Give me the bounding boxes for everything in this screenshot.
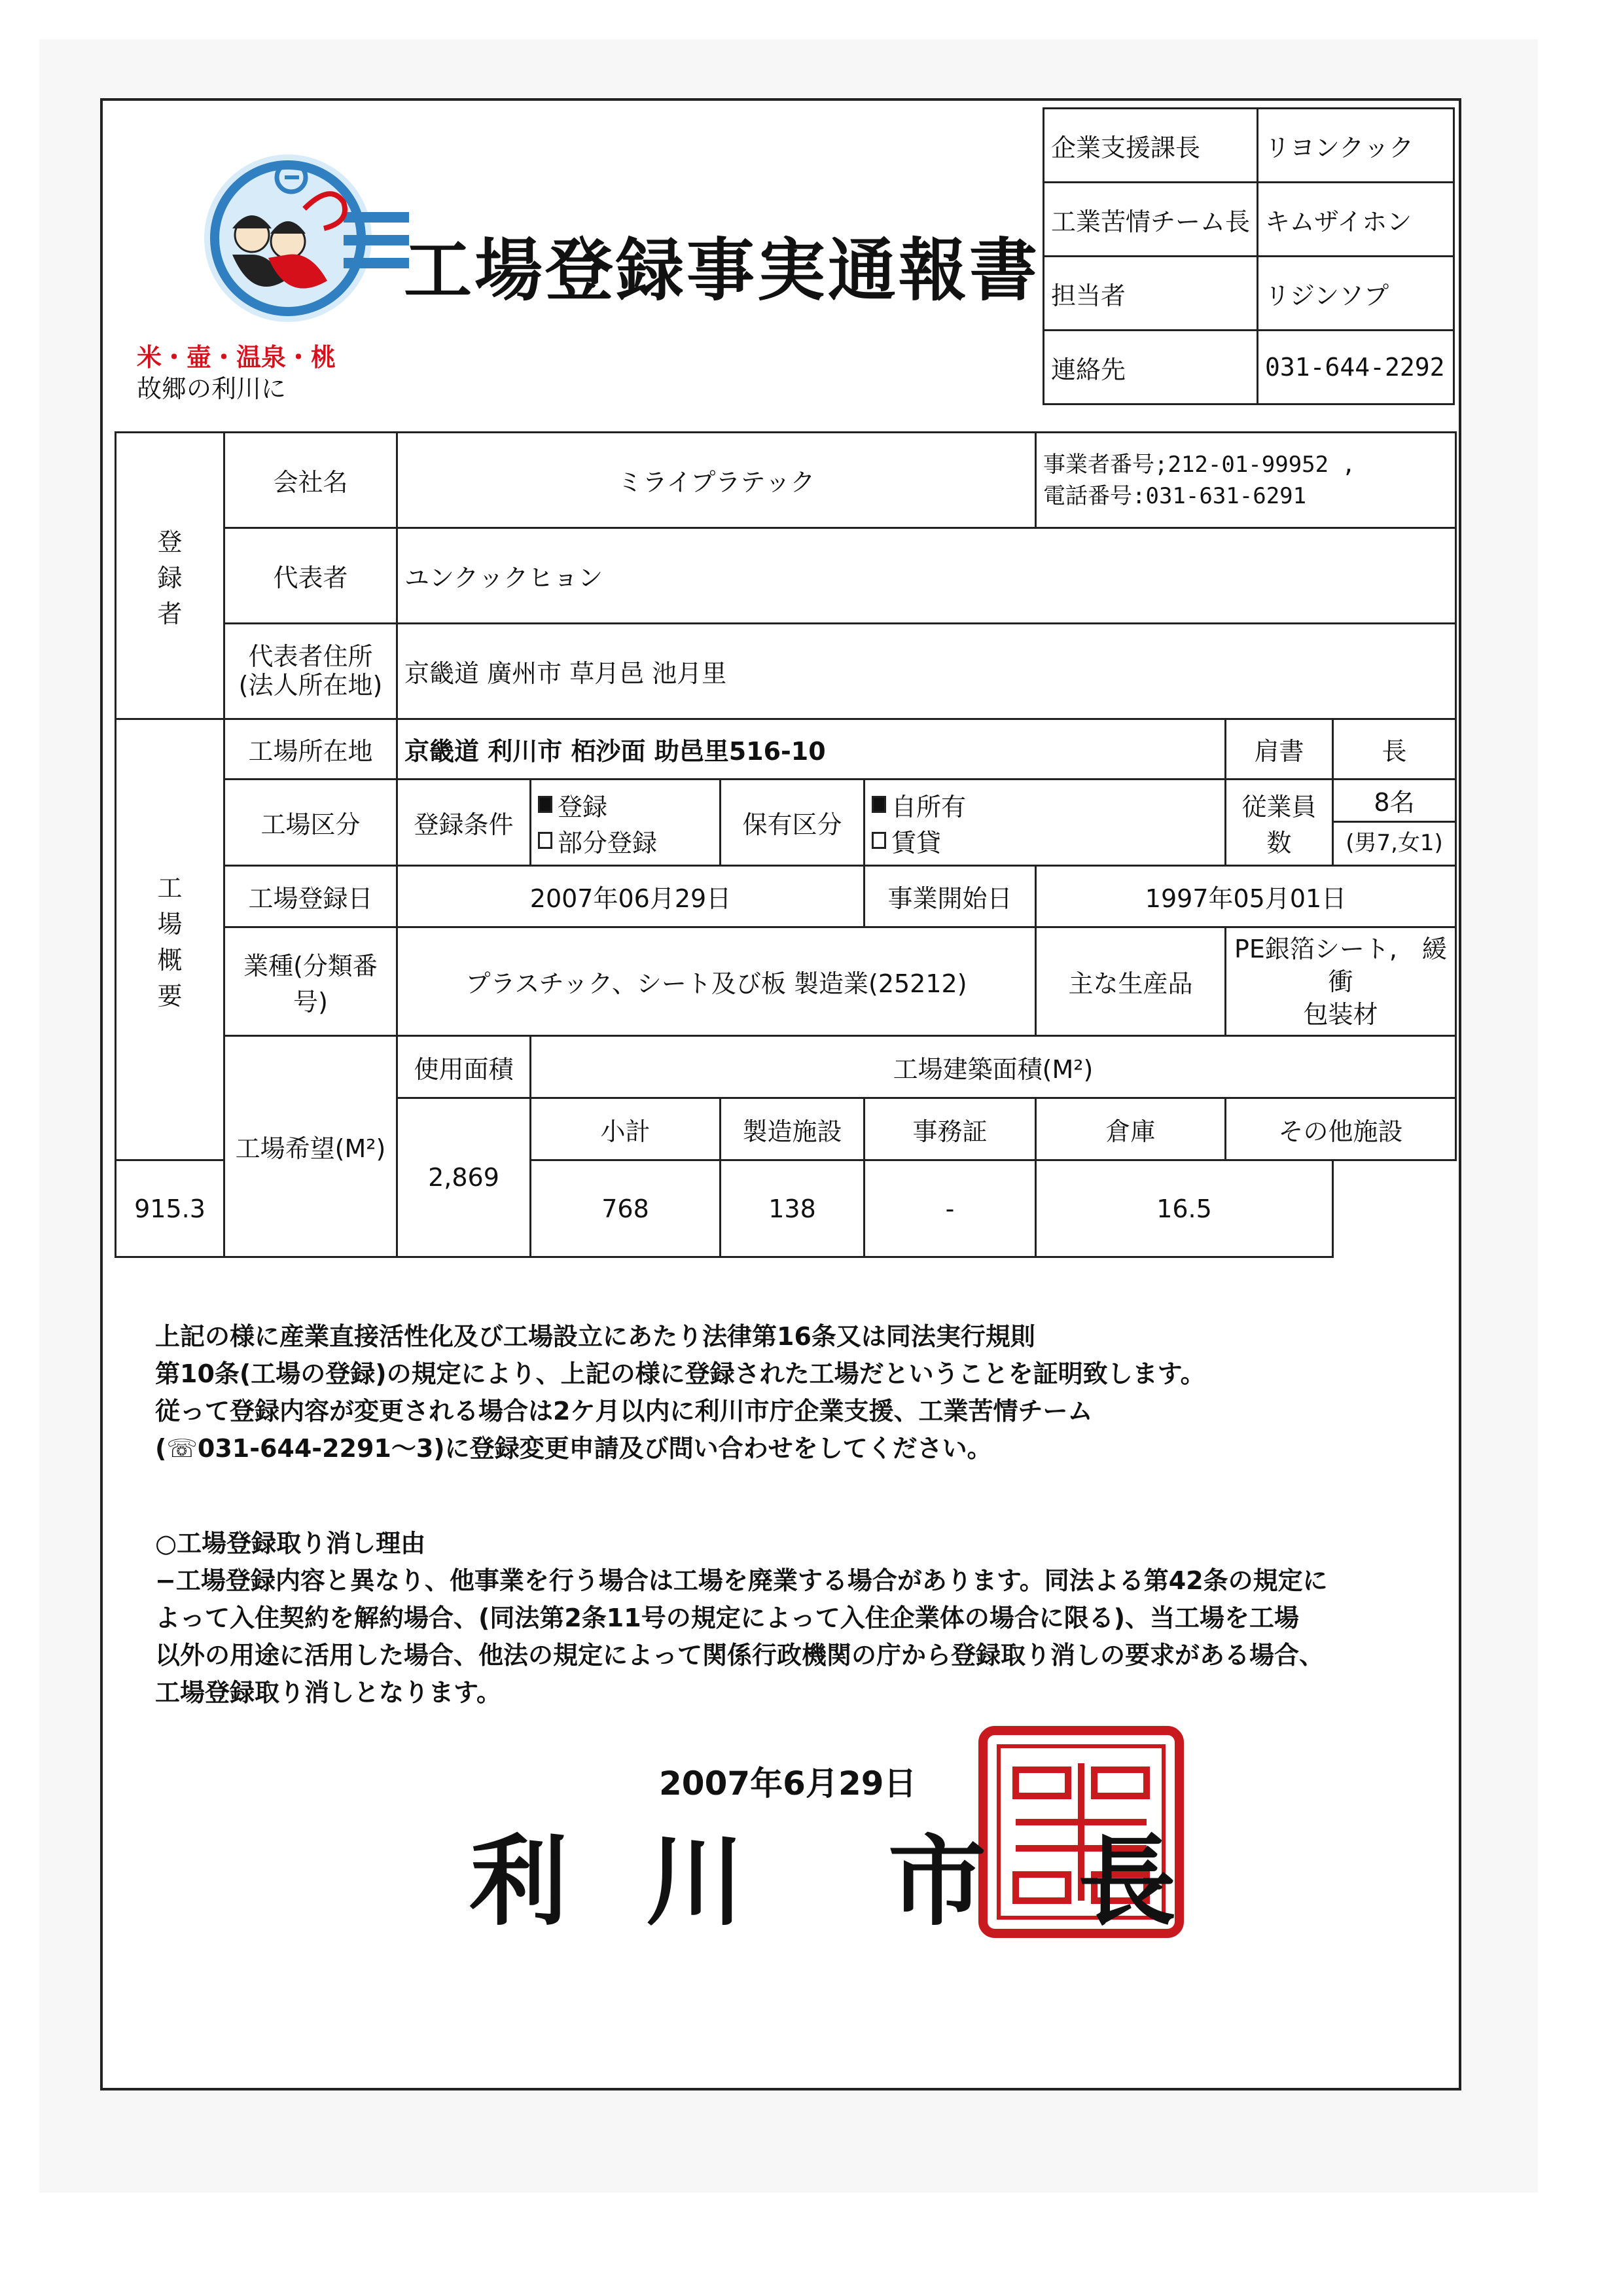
city-slogan xyxy=(129,327,417,405)
approval-value: リジンソプ xyxy=(1258,257,1454,331)
unchecked-box-icon xyxy=(872,832,886,849)
area-value: - xyxy=(865,1160,1036,1257)
registrant-section-label xyxy=(116,433,224,719)
notice-line: 上記の様に産業直接活性化及び工場設立にあたり法律第16条又は同法実行規則 xyxy=(155,1322,1035,1351)
factory-section-label xyxy=(116,719,224,1160)
registration-date-label: 工場登録日 xyxy=(224,866,397,927)
business-start-value: 1997年05月01日 xyxy=(1036,866,1456,927)
cancellation-line: 工場登録取り消しとなります。 xyxy=(155,1678,501,1707)
area-label: 工場希望(M²) xyxy=(224,1036,397,1257)
checked-box-icon xyxy=(538,796,552,813)
area-value: 138 xyxy=(721,1160,865,1257)
address-label-line: (法人所在地) xyxy=(238,670,383,700)
address-label xyxy=(224,624,397,719)
cancellation-line: よって入住契約を解約場合、(同法第2条11号の規定によって入住企業体の場合に限る)、当工場を工場 xyxy=(155,1604,1300,1632)
area-column-header: 倉庫 xyxy=(1036,1098,1226,1160)
approval-value: キムザイホン xyxy=(1258,183,1454,257)
industry-value: プラスチック、シート及び板 製造業(25212) xyxy=(397,927,1036,1036)
title-value: 長 xyxy=(1333,719,1456,780)
area-value: 915.3 xyxy=(116,1160,224,1257)
slogan-line-1: 米・壷・温泉・桃 xyxy=(137,343,336,372)
owned-option xyxy=(872,787,1221,823)
title-label: 肩書 xyxy=(1226,719,1333,780)
notice-line: (☏031-644-2291～3)に登録変更申請及び問い合わせをしてください。 xyxy=(155,1434,992,1463)
issue-date: 2007年6月29日 xyxy=(659,1765,917,1803)
cancellation-line: −工場登録内容と異なり、他事業を行う場合は工場を廃業する場合があります。同法よる第42条の規定に xyxy=(155,1566,1328,1595)
partial-registration-option xyxy=(538,823,715,859)
area-column-header: 製造施設 xyxy=(721,1098,865,1160)
business-start-label: 事業開始日 xyxy=(865,866,1036,927)
business-number: 事業者番号;212-01-99952 , xyxy=(1043,451,1356,478)
factory-table xyxy=(115,718,1457,1258)
rented-option xyxy=(872,823,1221,859)
document-paper xyxy=(100,98,1461,2090)
company-label: 会社名 xyxy=(224,433,397,528)
approval-value: リヨンクック xyxy=(1258,109,1454,183)
representative-value: ユンクックヒョン xyxy=(397,528,1456,624)
certification-notice xyxy=(155,1318,1464,1467)
building-area-label: 工場建築面積(M²) xyxy=(531,1036,1456,1098)
factory-class-label: 工場区分 xyxy=(224,780,397,866)
approval-label: 担当者 xyxy=(1044,257,1258,331)
registration-date-value: 2007年06月29日 xyxy=(397,866,865,927)
section-char: 録 xyxy=(157,564,183,592)
ownership-options xyxy=(865,780,1226,866)
unchecked-box-icon xyxy=(538,832,552,849)
registration-option xyxy=(538,787,715,823)
staff-count xyxy=(1333,780,1456,866)
slogan-line-2: 故郷の利川に xyxy=(137,374,287,403)
approval-row xyxy=(1044,109,1454,183)
representative-label: 代表者 xyxy=(224,528,397,624)
address-label-line: 代表者住所 xyxy=(248,641,373,671)
option-label: 賃貸 xyxy=(891,828,942,857)
section-char: 登 xyxy=(157,528,183,556)
issuer-char: 利 xyxy=(469,1825,568,1939)
notice-line: 第10条(工場の登録)の規定により、上記の様に登録された工場だということを証明致します。 xyxy=(155,1359,1205,1388)
area-column-header: 小計 xyxy=(531,1098,721,1160)
section-char: 工 xyxy=(157,873,183,903)
location-value: 京畿道 利川市 栢沙面 助邑里516-10 xyxy=(397,719,1226,780)
approval-label: 連絡先 xyxy=(1044,331,1258,404)
main-product-value xyxy=(1226,927,1456,1036)
option-label: 自所有 xyxy=(891,792,967,821)
cancellation-reasons xyxy=(155,1525,1464,1712)
area-column-header: 事務証 xyxy=(865,1098,1036,1160)
option-label: 部分登録 xyxy=(558,828,658,857)
section-char: 概 xyxy=(157,945,183,975)
product-line: PE銀箔シート, 緩衝 xyxy=(1234,934,1448,996)
phone-number: 電話番号:031-631-6291 xyxy=(1043,482,1307,509)
staff-total: 8名 xyxy=(1334,782,1455,823)
cancellation-heading: ○工場登録取り消し理由 xyxy=(155,1529,426,1558)
approval-label: 企業支援課長 xyxy=(1044,109,1258,183)
registration-options xyxy=(531,780,721,866)
notice-line: 従って登録内容が変更される場合は2ケ月以内に利川市庁企業支援、工業苦情チーム xyxy=(155,1397,1093,1426)
location-label: 工場所在地 xyxy=(224,719,397,780)
option-label: 登録 xyxy=(558,792,608,821)
industry-label: 業種(分類番号) xyxy=(224,927,397,1036)
section-char: 者 xyxy=(157,600,183,628)
approval-label: 工業苦情チーム長 xyxy=(1044,183,1258,257)
staff-label: 従業員数 xyxy=(1226,780,1333,866)
section-char: 要 xyxy=(157,981,183,1011)
cancellation-line: 以外の用途に活用した場合、他法の規定によって関係行政機関の庁から登録取り消しの要求がある場合、 xyxy=(155,1641,1325,1670)
document-title: 工場登録事実通報書 xyxy=(404,230,1041,310)
main-product-label: 主な生産品 xyxy=(1036,927,1226,1036)
area-value: 16.5 xyxy=(1036,1160,1333,1257)
staff-breakdown: (男7,女1) xyxy=(1346,829,1443,856)
issuer-char: 市 xyxy=(888,1825,987,1939)
registrant-table xyxy=(115,431,1457,720)
area-column-header: その他施設 xyxy=(1226,1098,1456,1160)
use-area-value: 2,869 xyxy=(397,1098,531,1257)
business-info xyxy=(1036,433,1456,528)
registration-condition-label: 登録条件 xyxy=(397,780,531,866)
issuer-char: 川 xyxy=(646,1825,745,1939)
approval-row xyxy=(1044,183,1454,257)
city-mascot-logo xyxy=(187,150,409,327)
approval-row xyxy=(1044,257,1454,331)
issuer-char: 長 xyxy=(1078,1825,1177,1939)
area-value: 768 xyxy=(531,1160,721,1257)
use-area-label: 使用面積 xyxy=(397,1036,531,1098)
approval-value: 031-644-2292 xyxy=(1258,331,1454,404)
approval-row xyxy=(1044,331,1454,404)
ownership-label: 保有区分 xyxy=(721,780,865,866)
checked-box-icon xyxy=(872,796,886,813)
section-char: 場 xyxy=(157,909,183,939)
approval-box xyxy=(1043,107,1455,405)
product-line: 包装材 xyxy=(1303,999,1378,1029)
company-value: ミライプラテック xyxy=(397,433,1036,528)
address-value: 京畿道 廣州市 草月邑 池月里 xyxy=(397,624,1456,719)
